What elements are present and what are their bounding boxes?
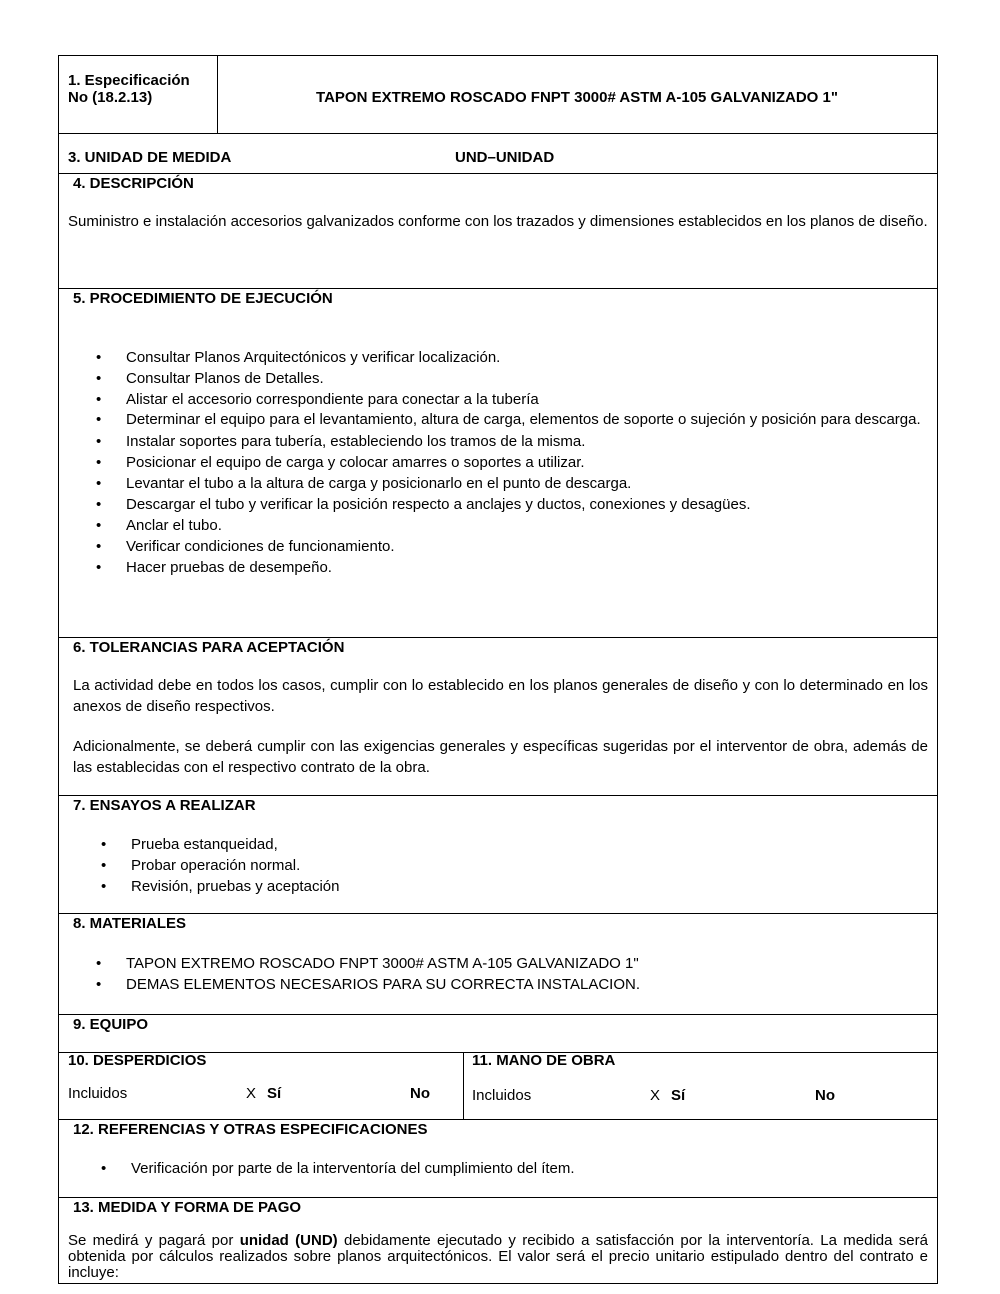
referencias-list <box>68 1158 928 1179</box>
desperdicios-mark: X <box>246 1085 257 1102</box>
spec-number-label <box>68 72 190 106</box>
desperdicios-label: Incluidos <box>68 1085 128 1102</box>
referencias-heading: 12. REFERENCIAS Y OTRAS ESPECIFICACIONES <box>73 1121 428 1138</box>
desperdicios-si: Sí <box>267 1085 282 1102</box>
list-item: • Revisión, pruebas y aceptación <box>68 876 928 897</box>
unidad-label: 3. UNIDAD DE MEDIDA <box>68 149 232 166</box>
list-item: • Levantar el tubo a la altura de carga y posicionarlo en el punto de descarga. <box>68 473 928 494</box>
specification-sheet <box>58 55 938 1284</box>
list-item: • Alistar el accesorio correspondiente para conectar a la tubería <box>68 389 928 410</box>
divider <box>59 1197 937 1198</box>
ensayos-heading: 7. ENSAYOS A REALIZAR <box>73 797 256 814</box>
list-item: • Verificación por parte de la interventoría del cumplimiento del ítem. <box>68 1158 928 1179</box>
pago-text <box>68 1233 928 1281</box>
mano-obra-heading: 11. MANO DE OBRA <box>472 1052 616 1069</box>
pago-text-a: Se medirá y pagará por <box>68 1232 240 1249</box>
divider <box>59 637 937 638</box>
divider <box>59 173 937 174</box>
list-item: • Posicionar el equipo de carga y colocar amarres o soportes a utilizar. <box>68 452 928 473</box>
list-item: • Probar operación normal. <box>68 855 928 876</box>
mano-obra-mark: X <box>650 1087 661 1104</box>
ensayos-list <box>68 834 928 897</box>
mano-obra-label: Incluidos <box>472 1087 532 1104</box>
mano-obra-si: Sí <box>671 1087 686 1104</box>
descripcion-text: Suministro e instalación accesorios galvanizados conforme con los trazados y dimensiones establecidos en los planos de diseño. <box>68 213 928 230</box>
desperdicios-no: No <box>410 1085 430 1102</box>
tolerancias-p2: Adicionalmente, se deberá cumplir con las exigencias generales y específicas sugeridas por el interventor de obra, además de las establecidas con el respectivo contrato de la obra. <box>73 738 928 776</box>
mano-obra-no: No <box>815 1087 835 1104</box>
list-item: • TAPON EXTREMO ROSCADO FNPT 3000# ASTM A-105 GALVANIZADO 1" <box>68 953 928 974</box>
procedimiento-list <box>68 347 928 578</box>
tolerancias-p1: La actividad debe en todos los casos, cumplir con lo establecido en los planos generales de diseño y con lo determinado en los anexos de diseño respectivos. <box>73 677 928 715</box>
list-item: • Consultar Planos Arquitectónicos y verificar localización. <box>68 347 928 368</box>
divider <box>59 1119 937 1120</box>
list-item: • Determinar el equipo para el levantamiento, altura de carga, elementos de soporte o sujeción y posición para descarga. <box>68 410 928 431</box>
divider <box>59 288 937 289</box>
spec-label-line1: 1. Especificación <box>68 72 190 89</box>
unidad-value: UND–UNIDAD <box>455 149 555 166</box>
list-item: • Hacer pruebas de desempeño. <box>68 557 928 578</box>
descripcion-heading: 4. DESCRIPCIÓN <box>73 175 194 192</box>
divider <box>59 1014 937 1015</box>
materiales-heading: 8. MATERIALES <box>73 915 187 932</box>
divider <box>59 133 937 134</box>
desperdicios-heading: 10. DESPERDICIOS <box>68 1052 207 1069</box>
spec-title: TAPON EXTREMO ROSCADO FNPT 3000# ASTM A-105 GALVANIZADO 1" <box>316 89 838 106</box>
spec-label-line2: No (18.2.13) <box>68 89 153 106</box>
list-item: • Prueba estanqueidad, <box>68 834 928 855</box>
list-item: • Consultar Planos de Detalles. <box>68 368 928 389</box>
pago-text-bold: unidad (UND) <box>239 1232 338 1249</box>
list-item: • Anclar el tubo. <box>68 515 928 536</box>
pago-heading: 13. MEDIDA Y FORMA DE PAGO <box>73 1199 302 1216</box>
list-item: • Instalar soportes para tubería, estableciendo los tramos de la misma. <box>68 431 928 452</box>
list-item: • DEMAS ELEMENTOS NECESARIOS PARA SU CORRECTA INSTALACION. <box>68 974 928 995</box>
list-item: • Verificar condiciones de funcionamiento. <box>68 536 928 557</box>
materiales-list <box>68 953 928 995</box>
split-divider <box>463 1052 464 1119</box>
procedimiento-heading: 5. PROCEDIMIENTO DE EJECUCIÓN <box>73 290 333 307</box>
equipo-heading: 9. EQUIPO <box>73 1016 149 1033</box>
list-item: • Descargar el tubo y verificar la posición respecto a anclajes y ductos, conexiones y desagües. <box>68 494 928 515</box>
divider <box>59 913 937 914</box>
tolerancias-heading: 6. TOLERANCIAS PARA ACEPTACIÓN <box>73 639 345 656</box>
divider <box>59 795 937 796</box>
pago-text-b: debidamente ejecutado y recibido a satisfacción por la interventoría. La medida será obtenida por cálculos realizados sobre planos arquitectónicos. El valor será el precio unitario estipulado dentro del contrato e incluye: <box>68 1232 928 1281</box>
